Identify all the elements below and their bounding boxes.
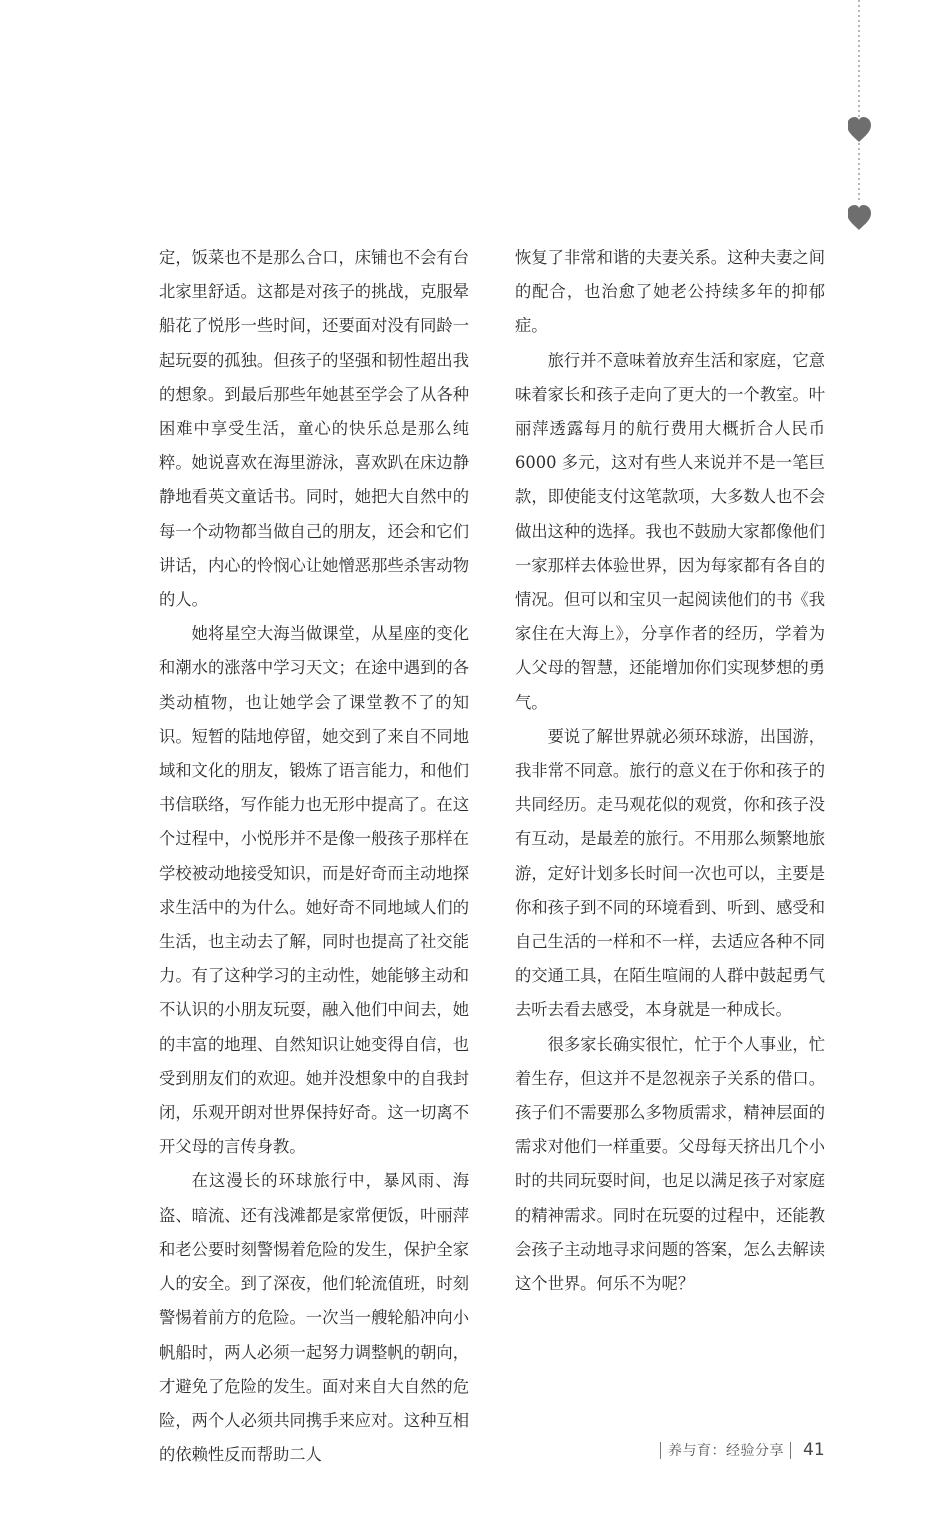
page-footer [660, 1437, 825, 1463]
heart-icon [848, 205, 871, 230]
paragraph: 恢复了非常和谐的夫妻关系。这种夫妻之间的配合，也治愈了她老公持续多年的抑郁症。 [515, 248, 825, 336]
heart-string-decoration [848, 0, 878, 240]
heart-icon [848, 117, 871, 142]
paragraph: 在这漫长的环球旅行中，暴风雨、海盗、暗流、还有浅滩都是家常便饭，叶丽萍和老公要时刻警惕着危险的发生，保护全家人的安全。到了深夜，他们轮流值班，时刻警惕着前方的危险。一次当一艘轮船冲向小帆船时，两人必须一起努力调整帆的朝向，才避免了危险的发生。面对来自大自然的危险，两个人必须共同携手来应对。这种互相的依赖性反而帮助二人 [159, 1171, 469, 1465]
right-text-column [515, 241, 825, 1301]
section-title: 养与育：经验分享 [668, 1443, 784, 1459]
paragraph: 定，饭菜也不是那么合口，床铺也不会有台北家里舒适。这都是对孩子的挑战，克服晕船花了悦彤一些时间，还要面对没有同龄一起玩耍的孤独。但孩子的坚强和韧性超出我的想象。到最后那些年她甚至学会了从各种困难中享受生活，童心的快乐总是那么纯粹。她说喜欢在海里游泳，喜欢趴在床边静静地看英文童话书。同时，她把大自然中的每一个动物都当做自己的朋友，还会和它们讲话，内心的怜悯心让她憎恶那些杀害动物的人。 [159, 248, 469, 610]
left-text-column [159, 241, 469, 1472]
divider [660, 1442, 661, 1459]
paragraph: 她将星空大海当做课堂，从星座的变化和潮水的涨落中学习天文；在途中遇到的各类动植物，也让她学会了课堂教不了的知识。短暂的陆地停留，她交到了来自不同地域和文化的朋友，锻炼了语言能力，和他们书信联络，写作能力也无形中提高了。在这个过程中，小悦彤并不是像一般孩子那样在学校被动地接受知识，而是好奇而主动地探求生活中的为什么。她好奇不同地域人们的生活，也主动去了解，同时也提高了社交能力。有了这种学习的主动性，她能够主动和不认识的小朋友玩耍，融入他们中间去，她的丰富的地理、自然知识让她变得自信，也受到朋友们的欢迎。她并没想象中的自我封闭，乐观开朗对世界保持好奇。这一切离不开父母的言传身教。 [159, 624, 469, 1157]
paragraph: 很多家长确实很忙，忙于个人事业，忙着生存，但这并不是忽视亲子关系的借口。孩子们不需要那么多物质需求，精神层面的需求对他们一样重要。父母每天挤出几个小时的共同玩耍时间，也足以满足孩子对家庭的精神需求。同时在玩耍的过程中，还能教会孩子主动地寻求问题的答案，怎么去解读这个世界。何乐不为呢？ [515, 1034, 825, 1294]
divider [790, 1442, 791, 1459]
paragraph: 要说了解世界就必须环球游，出国游，我非常不同意。旅行的意义在于你和孩子的共同经历。走马观花似的观赏，你和孩子没有互动，是最差的旅行。不用那么频繁地旅游，定好计划多长时间一次也可以，主要是你和孩子到不同的环境看到、听到、感受和自己生活的一样和不一样，去适应各种不同的交通工具，在陌生喧闹的人群中鼓起勇气去听去看去感受，本身就是一种成长。 [515, 726, 825, 1020]
paragraph: 旅行并不意味着放弃生活和家庭，它意味着家长和孩子走向了更大的一个教室。叶丽萍透露每月的航行费用大概折合人民币 6000 多元，这对有些人来说并不是一笔巨款，即使能支付这笔款项，大多数人也不会做出这种的选择。我也不鼓励大家都像他们一家那样去体验世界，因为每家都有各自的情况。但可以和宝贝一起阅读他们的书《我家住在大海上》，分享作者的经历，学着为人父母的智慧，还能增加你们实现梦想的勇气。 [515, 350, 825, 712]
page-number: 41 [803, 1440, 825, 1460]
